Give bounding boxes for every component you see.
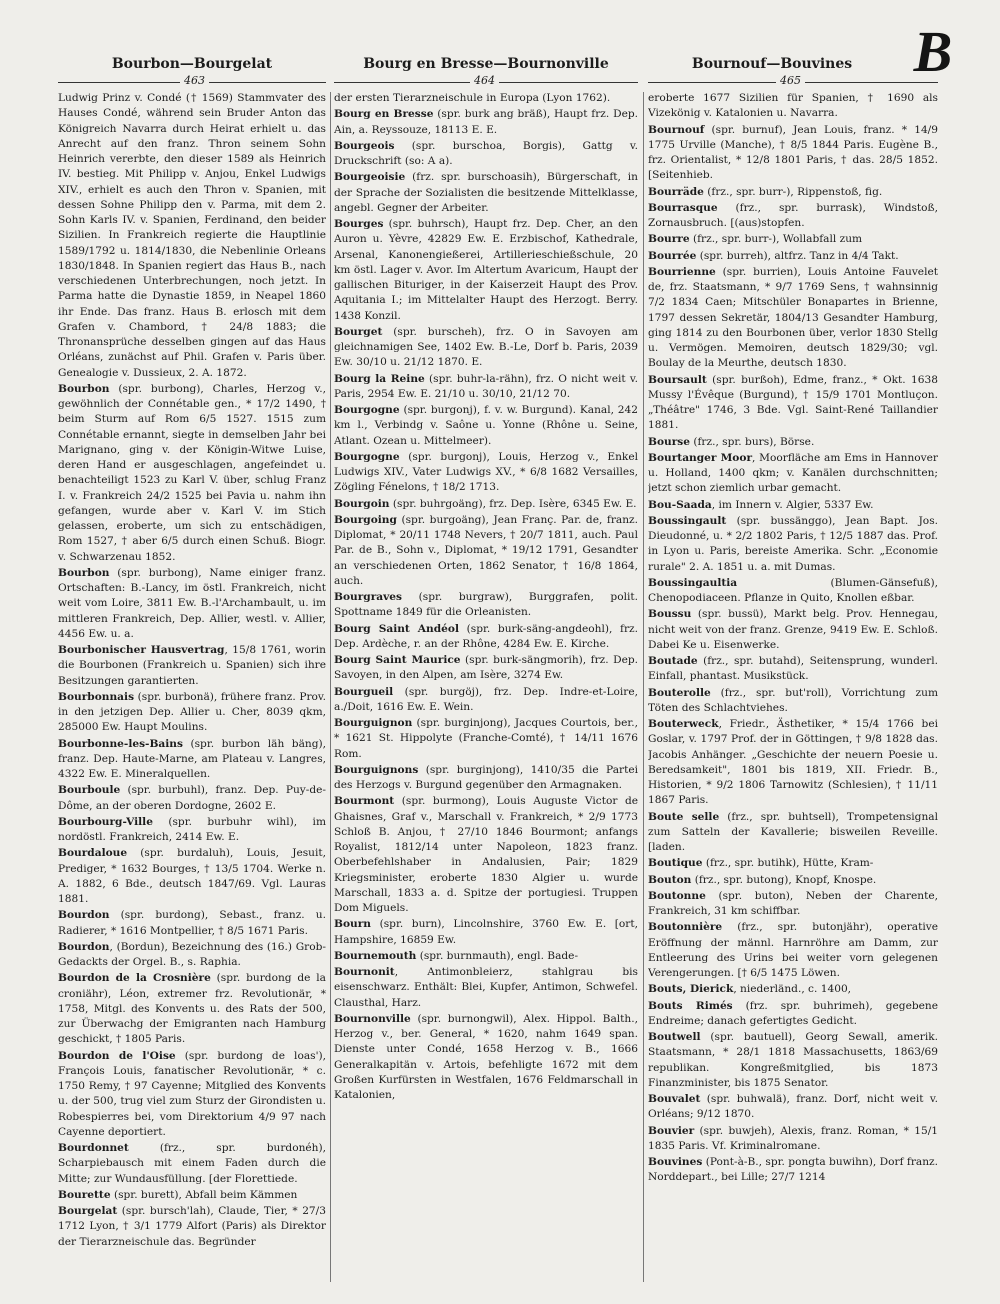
- running-head-right: Bournouf—Bouvines: [691, 56, 853, 72]
- entry-text: (spr. burgonj), f. v. w. Burgund). Kanal, 242 km l., Verbindg v. Saône u. Yonne (Rhône u. Seine, Atlant. Ozean u. Mittelmeer).: [334, 404, 638, 447]
- dictionary-entry: [648, 1030, 938, 1091]
- entry-headword: Bourbourg-Ville: [58, 815, 153, 828]
- entry-text: (frz., spr. burr-), Wollabfall zum: [689, 233, 863, 246]
- dictionary-entry: [58, 1188, 326, 1203]
- column-center: [334, 91, 638, 1291]
- entry-headword: Boutwell: [648, 1031, 701, 1043]
- column-divider: [643, 92, 644, 1282]
- running-head-left: Bourbon—Bourgelat: [111, 56, 273, 72]
- entry-text: eroberte 1677 Sizilien für Spanien, † 1690 als Vizekönig v. Katalonien u. Navarra.: [648, 92, 938, 120]
- entry-headword: Bourbonischer Hausvertrag: [58, 644, 225, 656]
- dictionary-entry: [334, 372, 638, 403]
- entry-headword: Boutonnière: [648, 921, 723, 934]
- entry-text: , 15/8 1761, worin die Bourbonen (Frankreich u. Spanien) sich ihre Besitzungen garantierten.: [58, 644, 326, 687]
- entry-text: der ersten Tierarzneischule in Europa (Lyon 1762).: [334, 92, 611, 104]
- entry-text: (spr. burk-sängmorih), frz. Dep. Savoyen, in den Alpen, am Isère, 3274 Ew.: [334, 654, 638, 682]
- entry-headword: Bourgogne: [334, 450, 400, 463]
- dictionary-entry: [648, 451, 938, 497]
- dictionary-entry: [334, 590, 638, 621]
- entry-text: (spr. burbong), Charles, Herzog v., gewöhnlich der Connétable gen., * 17/2 1490, † beim Sturm auf Rom 6/5 1527. 1515 zum Connétable ernannt, siegte in demselben Jahr bei Marignano, ging v. der Königin-Witwe Luise, deren Hand er ausgeschlagen, angefeindet u. benachteiligt 1523 zu Karl V. über, schlug Franz I. v. Frankreich 24/2 1525 bei Pavia u. nahm ihn gefangen, wurde aber v. Karl V. im Stich gelassen, eroberte, um sich zu entschädigen, Rom 1527, † aber 6/5 durch einen Schuß. Biogr. v. Schwarzenau 1852.: [58, 382, 326, 563]
- dictionary-entry: [334, 622, 638, 653]
- entry-headword: Boute selle: [648, 810, 720, 823]
- entry-text: , Friedr., Ästhetiker, * 15/4 1766 bei Goslar, v. 1797 Prof. der in Göttingen, † 9/8 1828 das. Jacobis Anhänger. „Geschichte der neuern Poesie u. Beredsamkeit", 1801 bis 1819, XII. Friedr. B., Historien, * 9/2 1806 Tarnowitz (Schlesien), † 11/11 1867 Paris.: [648, 718, 938, 807]
- dictionary-entry: [648, 1092, 938, 1123]
- dictionary-entry: [58, 971, 326, 1047]
- entry-text: (spr. buhrsch), Haupt frz. Dep. Cher, an den Auron u. Yèvre, 42829 Ew. E. Erzbischof, Kathedrale, Arsenal, Kanonengießerei, Artillerieschießschule, 20 km östl. Lager v. Avor. Im Altertum Avaricum, Haupt der gallischen Bituriger, in der Kaiserzeit Haupt des Prov. Aquitania I.; im Mittelalter Haupt des Herzogt. Berry. 1438 Konzil.: [334, 218, 638, 322]
- entry-headword: Bourgoing: [334, 513, 397, 526]
- entry-text: (spr. burk ang bräß), Haupt frz. Dep. Ain, a. Reyssouze, 18113 E. E.: [334, 108, 638, 136]
- page-number-right: 465: [776, 74, 805, 88]
- entry-headword: Boussingaultia: [648, 576, 738, 589]
- dictionary-entry: [58, 908, 326, 939]
- entry-headword: Bouterweck: [648, 718, 719, 730]
- entry-headword: Bourbonnais: [58, 690, 135, 703]
- dictionary-entry: [334, 403, 638, 449]
- entry-headword: Bournemouth: [334, 949, 417, 962]
- entry-text: , Antimonbleierz, stahlgrau bis eisenschwarz. Enthält: Blei, Kupfer, Antimon, Schwefel. Clausthal, Harz.: [334, 966, 638, 1009]
- entry-text: (spr. burschoa, Borgis), Gattg v. Druckschrift (so: A a).: [334, 139, 638, 167]
- entry-headword: Bournonit: [334, 966, 395, 978]
- entry-headword: Boussu: [648, 608, 692, 621]
- entry-text: (spr. burmong), Louis Auguste Victor de Ghaisnes, Graf v., Marschall v. Frankreich, * 2/9 1773 Schloß B. Anjou, † 27/10 1846 Bourmont; anfangs Royalist, 1812/14 unter Napoleon, 1823 franz. Oberbefehlshaber in Andalusien, Pair; 1829 Kriegsminister, eroberte 1830 Algier u. wurde Marschall, 1833 a. d. Spitze der portugiesi. Truppen Dom Miguels.: [334, 795, 638, 914]
- entry-headword: Bourmont: [334, 795, 395, 808]
- entry-headword: Bourgelat: [58, 1205, 118, 1217]
- dictionary-entry: [334, 91, 638, 106]
- dictionary-entry: [58, 737, 326, 783]
- entry-text: (frz., spr. burs), Börse.: [690, 435, 815, 448]
- entry-text: (frz., spr. burrask), Windstoß, Zornausbruch. [(aus)stopfen.: [648, 201, 938, 229]
- entry-headword: Bourre: [648, 233, 690, 246]
- entry-headword: Bourgraves: [334, 591, 403, 603]
- dictionary-entry: [334, 450, 638, 496]
- dictionary-entry: [648, 873, 938, 888]
- entry-headword: Bourbon: [58, 566, 110, 579]
- entry-text: (Pont-à-B., spr. pongta buwihn), Dorf franz. Norddepart., bei Lille; 27/7 1214: [648, 1156, 938, 1184]
- entry-headword: Bouterolle: [648, 686, 711, 699]
- entry-headword: Bourrienne: [648, 265, 716, 278]
- dictionary-entry: [334, 217, 638, 324]
- dictionary-entry: [334, 325, 638, 371]
- dictionary-entry: [648, 1155, 938, 1186]
- entry-headword: Bourg Saint Andéol: [334, 622, 459, 635]
- entry-headword: Bourg en Bresse: [334, 108, 434, 121]
- entry-headword: Bouvalet: [648, 1093, 701, 1105]
- dictionary-entry: [648, 265, 938, 372]
- entry-text: (spr. burbuhr wihl), im nordöstl. Frankreich, 2414 Ew. E.: [58, 815, 326, 843]
- entry-headword: Boutique: [648, 857, 703, 870]
- entry-text: (spr. burgöj), frz. Dep. Indre-et-Loire, a./Doit, 1616 Ew. E. Wein.: [334, 685, 638, 713]
- dictionary-entry: [648, 1124, 938, 1155]
- dictionary-entry: [334, 965, 638, 1011]
- entry-headword: Bourguignons: [334, 763, 419, 776]
- dictionary-entry: [648, 201, 938, 232]
- dictionary-entry: [648, 435, 938, 450]
- dictionary-entry: [58, 643, 326, 689]
- page-number-center: 464: [470, 74, 499, 88]
- dictionary-entry: [648, 514, 938, 575]
- entry-text: (spr. burgonj), Louis, Herzog v., Enkel Ludwigs XIV., Vater Ludwigs XV., * 6/8 1682 Versailles, Zögling Fénelons, † 18/2 1713.: [334, 450, 638, 494]
- entry-headword: Bourrasque: [648, 201, 718, 214]
- entry-headword: Bourdaloue: [58, 847, 128, 860]
- entry-text: (spr. buhwalä), franz. Dorf, nicht weit v. Orléans; 9/12 1870.: [648, 1093, 938, 1121]
- entry-headword: Bourdon: [58, 940, 110, 953]
- dictionary-entry: [334, 949, 638, 964]
- entry-text: , niederländ., c. 1400,: [733, 983, 852, 996]
- entry-headword: Bourgoin: [334, 497, 390, 510]
- entry-headword: Bouvier: [648, 1124, 695, 1137]
- entry-text: (frz., spr. burr-), Rippenstoß, fig.: [703, 185, 883, 198]
- entry-headword: Bournonville: [334, 1012, 411, 1025]
- entry-headword: Bourtanger Moor: [648, 451, 753, 464]
- entry-text: (spr. burdong de loas'), François Louis, fanatischer Revolutionär, * c. 1750 Remy, † 97 Cayenne; Mitglied des Konvents u. der 500, trug viel zum Sturz der Girondisten u. Robespierres bei, vom Direktorium 4/9 97 nach Cayenne deportiert.: [58, 1049, 326, 1138]
- dictionary-entry: [58, 1141, 326, 1187]
- entry-headword: Bouvines: [648, 1156, 703, 1168]
- dictionary-entry: [648, 889, 938, 920]
- entry-headword: Bourget: [334, 325, 383, 338]
- entry-headword: Bourse: [648, 435, 691, 448]
- entry-headword: Bourbon: [58, 382, 110, 395]
- dictionary-entry: [648, 91, 938, 122]
- dictionary-entry: [58, 566, 326, 642]
- entry-text: (spr. bautuell), Georg Sewall, amerik. Staatsmann, * 28/1 1818 Massachusetts, 1863/69 republikan. Kongreßmitglied, bis 1873 Finanzminister, bis 1875 Senator.: [648, 1031, 938, 1089]
- column-divider: [330, 92, 331, 1282]
- entry-text: (frz., spr. burdonéh), Scharpiebausch mit einem Faden durch die Mitte; zur Wundausfüllung. [der Florettiede.: [58, 1142, 326, 1185]
- dictionary-entry: [334, 139, 638, 170]
- dictionary-entry: [648, 185, 938, 200]
- dictionary-entry: [648, 717, 938, 809]
- dictionary-entry: [334, 107, 638, 138]
- dictionary-entry: [648, 999, 938, 1030]
- entry-headword: Bourette: [58, 1188, 111, 1201]
- entry-text: (spr. buton), Neben der Charente, Frankreich, 31 km schiffbar.: [648, 889, 938, 917]
- entry-headword: Bourgeoisie: [334, 171, 406, 184]
- entry-text: (frz., spr. butonjähr), operative Eröffnung der männl. Harnröhre am Damm, zur Entleerung des Urins bei weiter vorn gelegenen Verengerungen. [† 6/5 1475 Löwen.: [648, 921, 938, 979]
- entry-text: (spr. bussü), Markt belg. Prov. Hennegau, nicht weit von der franz. Grenze, 9419 Ew. E. Schloß. Dabei Ke u. Eisenwerke.: [648, 608, 938, 651]
- entry-headword: Bourräde: [648, 185, 704, 198]
- entry-headword: Bourgueil: [334, 685, 394, 698]
- dictionary-entry: [648, 498, 938, 513]
- entry-text: (frz., spr. butahd), Seitensprung, wunderl. Einfall, phantast. Musikstück.: [648, 655, 938, 683]
- dictionary-entry: [334, 497, 638, 512]
- dictionary-entry: [648, 856, 938, 871]
- entry-text: (spr. burscheh), frz. O in Savoyen am gleichnamigen See, 1402 Ew. B.-Le, Dorf b. Paris, 2039 Ew. 30/10 u. 21/12 1870. E.: [334, 325, 638, 369]
- entry-headword: Bourrée: [648, 249, 697, 262]
- entry-text: (spr. burbonä), frühere franz. Prov. in den jetzigen Dep. Allier u. Cher, 8039 qkm, 285000 Ew. Haupt Moulins.: [58, 690, 326, 734]
- entry-text: (spr. buhrgoäng), frz. Dep. Isère, 6345 Ew. E.: [389, 497, 637, 510]
- dictionary-entry: [648, 607, 938, 653]
- entry-headword: Bouts, Dierick: [648, 983, 734, 996]
- entry-headword: Bourboule: [58, 784, 121, 797]
- entry-headword: Boursault: [648, 373, 707, 386]
- column-left: [58, 91, 326, 1291]
- entry-headword: Bourg la Reine: [334, 372, 425, 385]
- entry-text: (frz., spr. buhtsell), Trompetensignal zum Satteln der Kavallerie; bisweilen Reveille. [laden.: [648, 810, 938, 853]
- column-right: [648, 91, 938, 1291]
- dictionary-entry: [648, 920, 938, 981]
- dictionary-entry: [648, 249, 938, 264]
- dictionary-entry: [58, 815, 326, 846]
- dictionary-entry: [334, 794, 638, 916]
- entry-text: (spr. buwjeh), Alexis, franz. Roman, * 15/1 1835 Paris. Vf. Kriminalromane.: [648, 1124, 938, 1152]
- entry-headword: Boussingault: [648, 514, 727, 527]
- entry-text: , im Innern v. Algier, 5337 Ew.: [711, 498, 874, 511]
- entry-text: , (Bordun), Bezeichnung des (16.) Grob-Gedackts der Orgel. B., s. Raphia.: [58, 940, 326, 968]
- dictionary-entry: [58, 1049, 326, 1141]
- entry-headword: Bourdonnet: [58, 1142, 129, 1154]
- running-head-center: Bourg en Bresse—Bournonville: [363, 56, 609, 72]
- entry-text: (frz., spr. butihk), Hütte, Kram-: [702, 857, 874, 870]
- entry-headword: Bouts Rimés: [648, 999, 733, 1012]
- entry-text: (spr. burbon läh bäng), franz. Dep. Haute-Marne, am Plateau v. Langres, 4322 Ew. E. Mineralquellen.: [58, 737, 326, 780]
- entry-headword: Bourgeois: [334, 139, 395, 152]
- section-letter: B: [913, 19, 953, 84]
- entry-headword: Bourdon de l'Oise: [58, 1049, 176, 1062]
- entry-headword: Bourdon de la Crosnière: [58, 972, 211, 985]
- dictionary-entry: [58, 382, 326, 565]
- dictionary-entry: [648, 686, 938, 717]
- entry-text: (spr. bursch'lah), Claude, Tier, * 27/3 1712 Lyon, † 3/1 1779 Alfort (Paris) als Direktor der Tierarzneischule das. Begründer: [58, 1205, 326, 1248]
- dictionary-entry: [648, 654, 938, 685]
- dictionary-entry: [648, 982, 938, 997]
- entry-headword: Bourges: [334, 218, 384, 230]
- entry-headword: Boutonne: [648, 889, 706, 902]
- entry-text: (spr. burrien), Louis Antoine Fauvelet de, frz. Staatsmann, * 9/7 1769 Sens, † wahnsinnig 7/2 1834 Caen; Mitschüler Bonapartes in Brienne, 1797 dessen Sekretär, 1804/13 Gesandter Hamburg, ging 1814 zu den Bourbonen über, verlor 1830 Stellg u. Vermögen. Memoiren, deutsch 1829/30; vgl. Boulay de la Meurthe, deutsch 1830.: [648, 265, 938, 370]
- entry-headword: Bournouf: [648, 123, 705, 136]
- entry-text: (spr. burnuf), Jean Louis, franz. * 14/9 1775 Urville (Manche), † 8/5 1844 Paris. Eugène B., frz. Orientalist, * 12/8 1801 Paris, † das. 28/5 1852. [Seitenhieb.: [648, 123, 938, 182]
- entry-headword: Bouton: [648, 873, 692, 886]
- entry-text: (spr. burnongwil), Alex. Hippol. Balth., Herzog v., ber. General, * 1620, nahm 1649 span. Dienste unter Condé, 1658 Herzog v. B., 1666 Generalkapitän v. Artois, befehligte 1672 mit dem Großen Kurfürsten in Westfalen, 1676 Feldmarschall in Katalonien,: [334, 1012, 638, 1101]
- dictionary-entry: [334, 685, 638, 716]
- entry-text: (spr. burdaluh), Louis, Jesuit, Prediger, * 1632 Bourges, † 13/5 1704. Werke n. A. 1882, 6 Bde., deutsch 1847/69. Vgl. Lauras 1881.: [58, 847, 326, 905]
- entry-text: (spr. burreh), altfrz. Tanz in 4/4 Takt.: [696, 249, 899, 262]
- entry-text: (spr. burbuhl), franz. Dep. Puy-de-Dôme, an der oberen Dordogne, 2602 E.: [58, 784, 326, 812]
- entry-headword: Bourdon: [58, 909, 110, 922]
- entry-text: (spr. burn), Lincolnshire, 3760 Ew. E. [ort, Hampshire, 16859 Ew.: [334, 918, 638, 946]
- entry-text: Ludwig Prinz v. Condé († 1569) Stammvater des Hauses Condé, während sein Bruder Anton das Königreich Navarra durch Heirat erhielt u. das Anrecht auf den franz. Thron seinem Sohn Heinrich vererbte, den dieser 1589 als Heinrich IV. bestieg. Mit Philipp v. Anjou, Enkel Ludwigs XIV., erhielt es auch den Thron v. Spanien, mit dessen Sohne Philipp den v. Parma, mit dem 2. Sohn Karls IV. v. Spanien, Ferdinand, den beider Sizilien. In Frankreich regierte die Hauptlinie 1589/1792 u. 1814/1830, die Nebenlinie Orleans 1830/1848. In Spanien regiert das Haus B., nach verschiedenen Unterbrechungen, noch jetzt. In Parma hatte die Dynastie 1859, in Neapel 1860 ihr Ende. Das franz. Haus B. erlosch mit dem Grafen v. Chambord, † 24/8 1883; die Thronansprüche desselben gingen auf das Haus Orléans, zunächst auf Phil. Grafen v. Paris über. Genealogie v. Dussieux, 2. A. 1872.: [58, 92, 326, 379]
- entry-text: (frz. spr. buhrimeh), gegebene Endreime; danach gefertigtes Gedicht.: [648, 999, 938, 1027]
- dictionary-entry: [334, 763, 638, 794]
- entry-text: (spr. burett), Abfall beim Kämmen: [110, 1188, 298, 1201]
- dictionary-entry: [58, 846, 326, 907]
- entry-headword: Bourguignon: [334, 717, 413, 729]
- entry-headword: Bourgogne: [334, 404, 400, 416]
- dictionary-entry: [58, 690, 326, 736]
- entry-text: (frz., spr. but'roll), Vorrichtung zum Töten des Schlachtviehes.: [648, 686, 938, 714]
- entry-text: (spr. burgraw), Burggrafen, polit. Spottname 1849 für die Orleanisten.: [334, 591, 638, 619]
- entry-text: (frz. spr. burschoasih), Bürgerschaft, in der Sprache der Sozialisten die besitzende Mittelklasse, angebl. Gegner der Arbeiter.: [334, 171, 638, 214]
- dictionary-entry: [648, 810, 938, 856]
- dictionary-entry: [334, 917, 638, 948]
- entry-text: (spr. burk-säng-angdeohl), frz. Dep. Ardèche, r. an der Rhône, 4284 Ew. E. Kirche.: [334, 622, 638, 650]
- entry-headword: Bourg Saint Maurice: [334, 654, 461, 666]
- dictionary-entry: [648, 373, 938, 434]
- dictionary-entry: [648, 576, 938, 607]
- entry-text: (Blumen-Gänsefuß), Chenopodiaceen. Pflanze in Quito, Knollen eßbar.: [648, 576, 938, 604]
- entry-text: (spr. burdong), Sebast., franz. u. Radierer, * 1616 Montpellier, † 8/5 1671 Paris.: [58, 909, 326, 937]
- dictionary-entry: [334, 170, 638, 216]
- entry-text: (frz., spr. butong), Knopf, Knospe.: [691, 873, 877, 886]
- entry-text: (spr. burginjong), 1410/35 die Partei des Herzogs v. Burgund gegenüber den Armagnaken.: [334, 763, 638, 791]
- dictionary-entry: [334, 653, 638, 684]
- entry-headword: Bou-Saada: [648, 498, 712, 511]
- dictionary-entry: [58, 940, 326, 971]
- entry-text: (spr. burginjong), Jacques Courtois, ber., * 1621 St. Hippolyte (Franche-Comté), † 14/11 1676 Rom.: [334, 717, 638, 760]
- dictionary-entry: [648, 232, 938, 247]
- running-heads: [0, 56, 1000, 78]
- entry-text: (spr. burbong), Name einiger franz. Ortschaften: B.-Lancy, im östl. Frankreich, nicht weit vom Loire, 3811 Ew. B.-l'Archambault, u. im mittleren Frankreich, Dep. Allier, westl. v. Allier, 4456 Ew. u. a.: [58, 566, 326, 640]
- dictionary-entry: [334, 716, 638, 762]
- dictionary-entry: [648, 123, 938, 184]
- dictionary-entry: [58, 91, 326, 381]
- page-number-left: 463: [180, 74, 209, 88]
- entry-headword: Boutade: [648, 655, 698, 667]
- dictionary-entry: [58, 1204, 326, 1250]
- entry-text: (spr. burnmauth), engl. Bade-: [416, 949, 579, 962]
- dictionary-entry: [334, 513, 638, 589]
- entry-headword: Bourbonne-les-Bains: [58, 737, 183, 750]
- entry-headword: Bourn: [334, 918, 372, 931]
- dictionary-entry: [334, 1012, 638, 1104]
- entry-text: (spr. burßoh), Edme, franz., * Okt. 1638 Mussy l'Évêque (Burgund), † 15/9 1701 Montluçon. „Théâtre" 1746, 3 Bde. Vgl. Saint-René Taillandier 1881.: [648, 373, 938, 432]
- entry-text: , Moorfläche am Ems in Hannover u. Holland, 1400 qkm; v. Kanälen durchschnitten; jetzt schon ziemlich urbar gemacht.: [648, 451, 938, 495]
- entry-text: (spr. burgoäng), Jean Franç. Par. de, franz. Diplomat, * 20/11 1748 Nevers, † 20/7 1811, auch. Paul Par. de B., Sohn v., Diplomat, * 19/12 1791, Gesandter an verschiedenen Orten, 1862 Senator, † 16/8 1864, auch.: [334, 513, 638, 587]
- entry-text: (spr. buhr-la-rähn), frz. O nicht weit v. Paris, 2954 Ew. E. 21/10 u. 30/10, 21/12 70.: [334, 372, 638, 400]
- entry-text: (spr. burdong de la croniähr), Léon, extremer frz. Revolutionär, * 1758, Mitgl. des Konvents u. des Rats der 500, zur Überwachg der Emigranten nach Hamburg geschickt, † 1805 Paris.: [58, 972, 326, 1046]
- entry-text: (spr. bussänggo), Jean Bapt. Jos. Dieudonné, u. * 2/2 1802 Paris, † 12/5 1887 das. Prof. in Lyon u. Paris, bereiste Amerika. Schr. „Economie rurale" 2. A. 1851 u. a. mit Dumas.: [648, 514, 938, 573]
- dictionary-entry: [58, 783, 326, 814]
